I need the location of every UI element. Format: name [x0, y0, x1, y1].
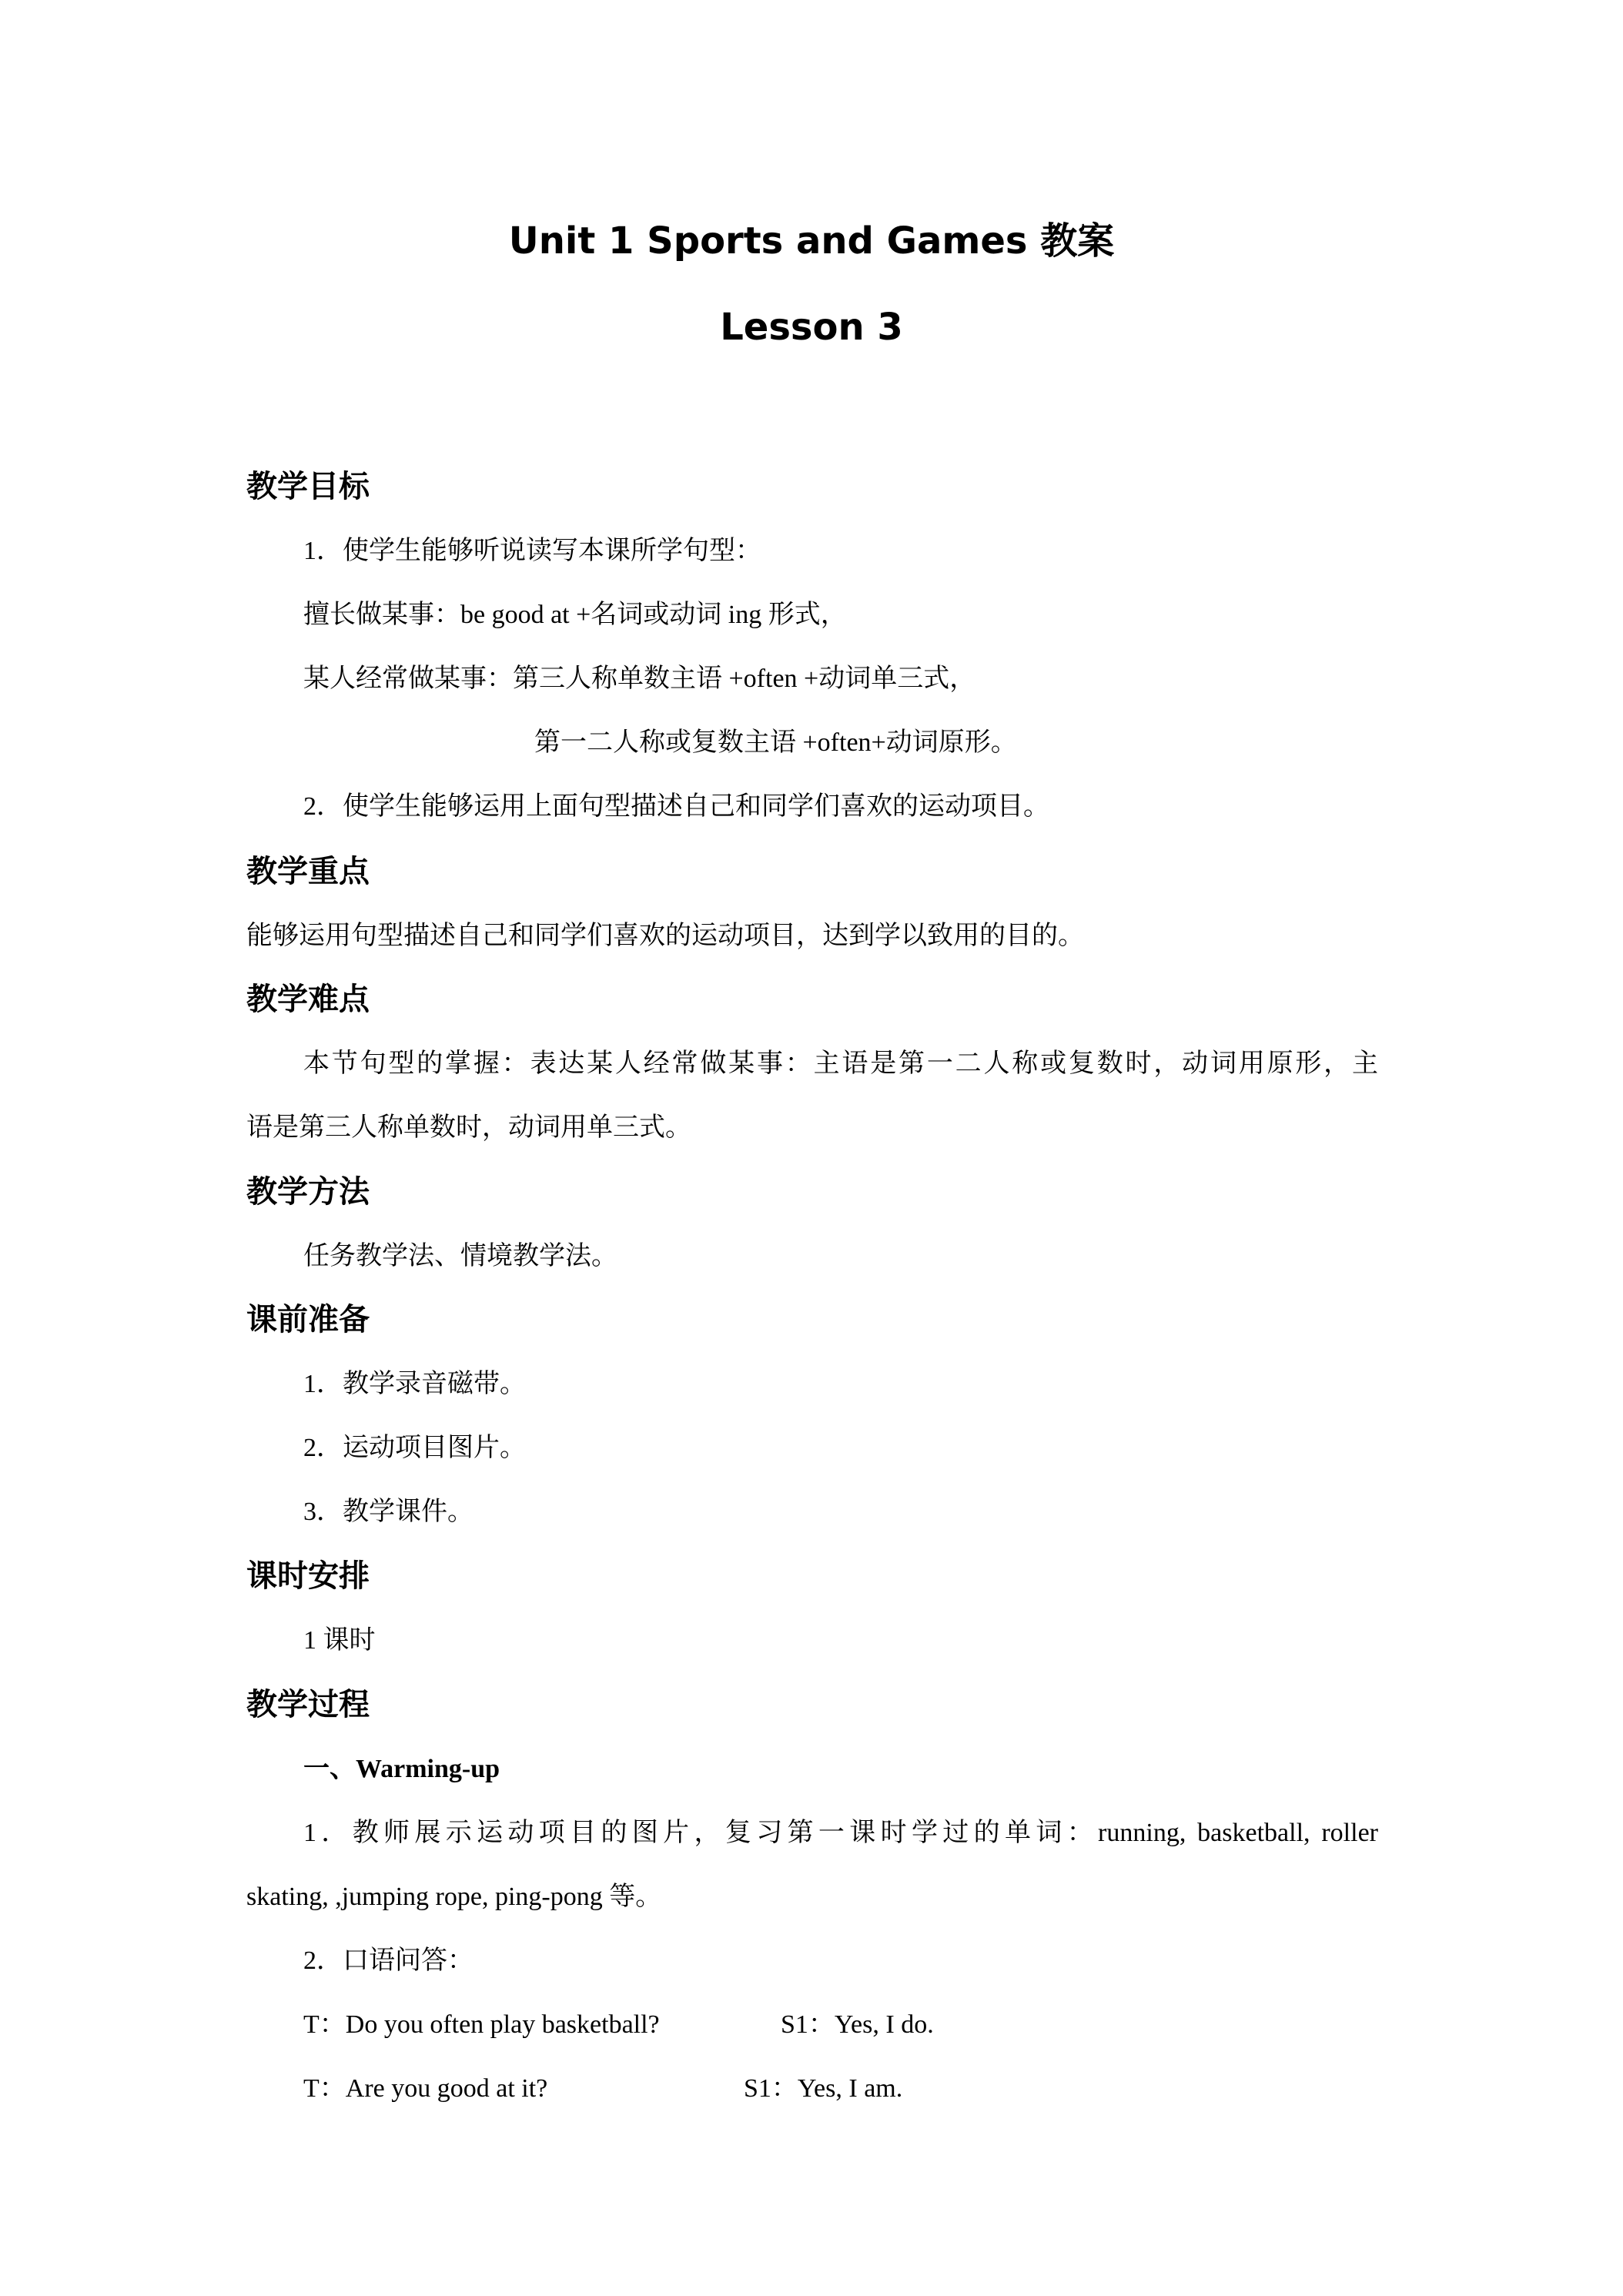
dialogue-teacher-line: T：Are you good at it? [303, 2074, 548, 2103]
section-heading-schedule: 课时安排 [246, 1558, 370, 1594]
preparation-item: 3．教学课件。 [303, 1498, 474, 1526]
difficulties-text-line1: 本节句型的掌握：表达某人经常做某事：主语是第一二人称或复数时，动词用原形，主 [303, 1049, 1378, 1078]
preparation-item: 1．教学录音磁带。 [303, 1370, 526, 1398]
objective-line: 某人经常做某事：第三人称单数主语 +often +动词单三式， [303, 664, 976, 693]
document-subtitle: Lesson 3 [720, 306, 903, 349]
objective-line: 第一二人称或复数主语 +often+动词原形。 [534, 728, 1017, 757]
preparation-item: 2．运动项目图片。 [303, 1434, 526, 1462]
section-heading-difficulties: 教学难点 [246, 982, 370, 1017]
process-step-title: 一、Warming-up [303, 1755, 500, 1783]
dialogue-student-line: S1：Yes, I am. [744, 2074, 903, 2103]
dialogue-student-line: S1：Yes, I do. [781, 2010, 934, 2039]
section-heading-process: 教学过程 [246, 1687, 370, 1722]
process-step1-line2: skating, ,jumping rope, ping-pong 等。 [246, 1883, 662, 1911]
objective-line: 擅长做某事：be good at +名词或动词 ing 形式， [303, 601, 847, 629]
objective-line: 1．使学生能够听说读写本课所学句型： [303, 537, 761, 565]
section-heading-preparation: 课前准备 [246, 1302, 370, 1337]
process-step1-line1: 1．教师展示运动项目的图片，复习第一课时学过的单词：running, basketball, roller [303, 1819, 1378, 1847]
schedule-text: 1 课时 [303, 1626, 376, 1655]
dialogue-teacher-line: T：Do you often play basketball? [303, 2010, 660, 2039]
section-heading-key-points: 教学重点 [246, 854, 370, 889]
section-heading-objectives: 教学目标 [246, 469, 370, 504]
section-heading-methods: 教学方法 [246, 1174, 370, 1210]
process-step2: 2．口语问答： [303, 1946, 474, 1975]
document-title: Unit 1 Sports and Games 教案 [508, 219, 1115, 263]
difficulties-text-line2: 语是第三人称单数时，动词用单三式。 [246, 1113, 691, 1142]
methods-text: 任务教学法、情境教学法。 [303, 1242, 617, 1270]
key-points-text: 能够运用句型描述自己和同学们喜欢的运动项目，达到学以致用的目的。 [246, 922, 1084, 950]
objective-line: 2．使学生能够运用上面句型描述自己和同学们喜欢的运动项目。 [303, 792, 1049, 821]
